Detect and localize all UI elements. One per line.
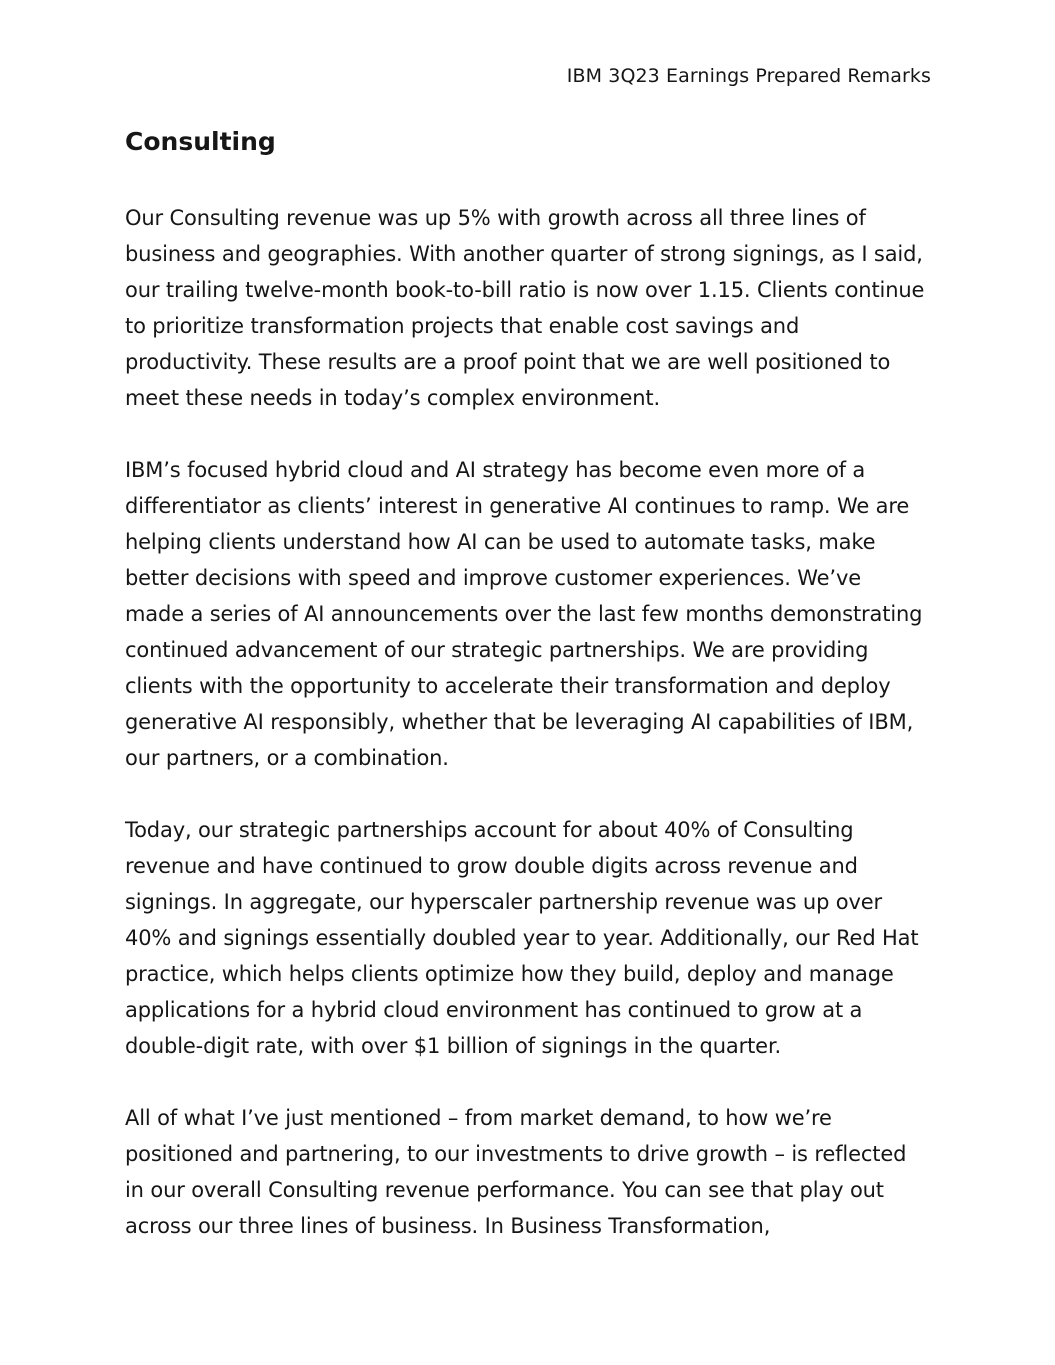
paragraph-strategic-partnerships: Today, our strategic partnerships account for about 40% of Consulting revenue and have continued to grow double digits across revenue and signings. In aggregate, our hyperscaler partnership revenue was up over 40% and signings essentially doubled year to year. Additionally, our Red Hat practice, which helps clients optimize how they build, deploy and manage applications for a hybrid cloud environment has continued to grow at a double-digit rate, with over $1 billion of signings in the quarter.: [125, 818, 919, 1058]
section-heading: Consulting: [125, 127, 276, 156]
document-title: IBM 3Q23 Earnings Prepared Remarks: [566, 65, 931, 87]
document-header: [567, 64, 931, 88]
paragraph-hybrid-cloud-ai: IBM’s focused hybrid cloud and AI strategy has become even more of a differentiator as clients’ interest in generative AI continues to ramp. We are helping clients understand how AI can be used to automate tasks, make better decisions with speed and improve customer experiences. We’ve made a series of AI announcements over the last few months demonstrating continued advancement of our strategic partnerships. We are providing clients with the opportunity to accelerate their transformation and deploy generative AI responsibly, whether that be leveraging AI capabilities of IBM, our partners, or a combination.: [125, 458, 923, 770]
paragraph-revenue-performance: All of what I’ve just mentioned – from market demand, to how we’re positioned and partnering, to our investments to drive growth – is reflected in our overall Consulting revenue performance. You can see that play out across our three lines of business. In Business Transformation,: [125, 1106, 907, 1238]
document-body: [125, 124, 925, 1244]
paragraph-consulting-revenue: Our Consulting revenue was up 5% with growth across all three lines of business and geographies. With another quarter of strong signings, as I said, our trailing twelve-month book-to-bill ratio is now over 1.15. Clients continue to prioritize transformation projects that enable cost savings and productivity. These results are a proof point that we are well positioned to meet these needs in today’s complex environment.: [125, 206, 925, 410]
